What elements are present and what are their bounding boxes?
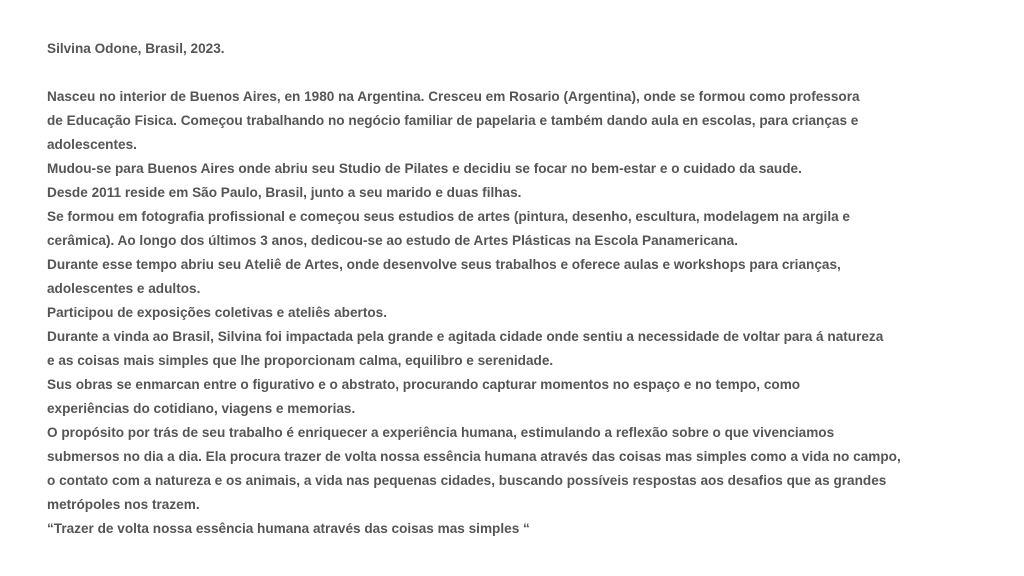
text-line: adolescentes.	[47, 137, 137, 152]
closing-quote: “Trazer de volta nossa essência humana através das coisas mas simples “	[47, 521, 530, 536]
text-line: Durante a vinda ao Brasil, Silvina foi impactada pela grande e agitada cidade onde sentiu a necessidade de voltar para á natureza	[47, 329, 884, 344]
text-line: de Educação Fisica. Começou trabalhando no negócio familiar de papelaria e também dando aula en escolas, para crianças e	[47, 113, 859, 128]
text-line: O propósito por trás de seu trabalho é enriquecer a experiência humana, estimulando a reflexão sobre o que vivenciamos	[47, 425, 835, 440]
text-line: Se formou em fotografia profissional e começou seus estudios de artes (pintura, desenho, escultura, modelagem na argila e	[47, 209, 850, 224]
text-line: e as coisas mais simples que lhe proporcionam calma, equilibro e serenidade.	[47, 353, 554, 368]
text-line: Mudou-se para Buenos Aires onde abriu seu Studio de Pilates e decidiu se focar no bem-estar e o cuidado da saude.	[47, 161, 802, 176]
text-line: cerâmica). Ao longo dos últimos 3 anos, dedicou-se ao estudo de Artes Plásticas na Escola Panamericana.	[47, 233, 738, 248]
document-body	[47, 37, 987, 541]
text-line: experiências do cotidiano, viagens e memorias.	[47, 401, 356, 416]
paragraph-spacer	[47, 61, 987, 85]
text-line: o contato com a natureza e os animais, a vida nas pequenas cidades, buscando possíveis respostas aos desafios que as grandes	[47, 473, 887, 488]
text-line: metrópoles nos trazem.	[47, 497, 200, 512]
text-line: Participou de exposições coletivas e ateliês abertos.	[47, 305, 387, 320]
text-line: Desde 2011 reside em São Paulo, Brasil, junto a seu marido e duas filhas.	[47, 185, 522, 200]
text-line: Durante esse tempo abriu seu Ateliê de Artes, onde desenvolve seus trabalhos e oferece aulas e workshops para crianças,	[47, 257, 841, 272]
document-heading: Silvina Odone, Brasil, 2023.	[47, 41, 225, 56]
text-line: Sus obras se enmarcan entre o figurativo e o abstrato, procurando capturar momentos no espaço e no tempo, como	[47, 377, 801, 392]
text-line: adolescentes e adultos.	[47, 281, 201, 296]
text-line: Nasceu no interior de Buenos Aires, en 1980 na Argentina. Cresceu em Rosario (Argentina), onde se formou como professora	[47, 89, 860, 104]
text-line: submersos no dia a dia. Ela procura trazer de volta nossa essência humana através das coisas mas simples como a vida no campo,	[47, 449, 901, 464]
